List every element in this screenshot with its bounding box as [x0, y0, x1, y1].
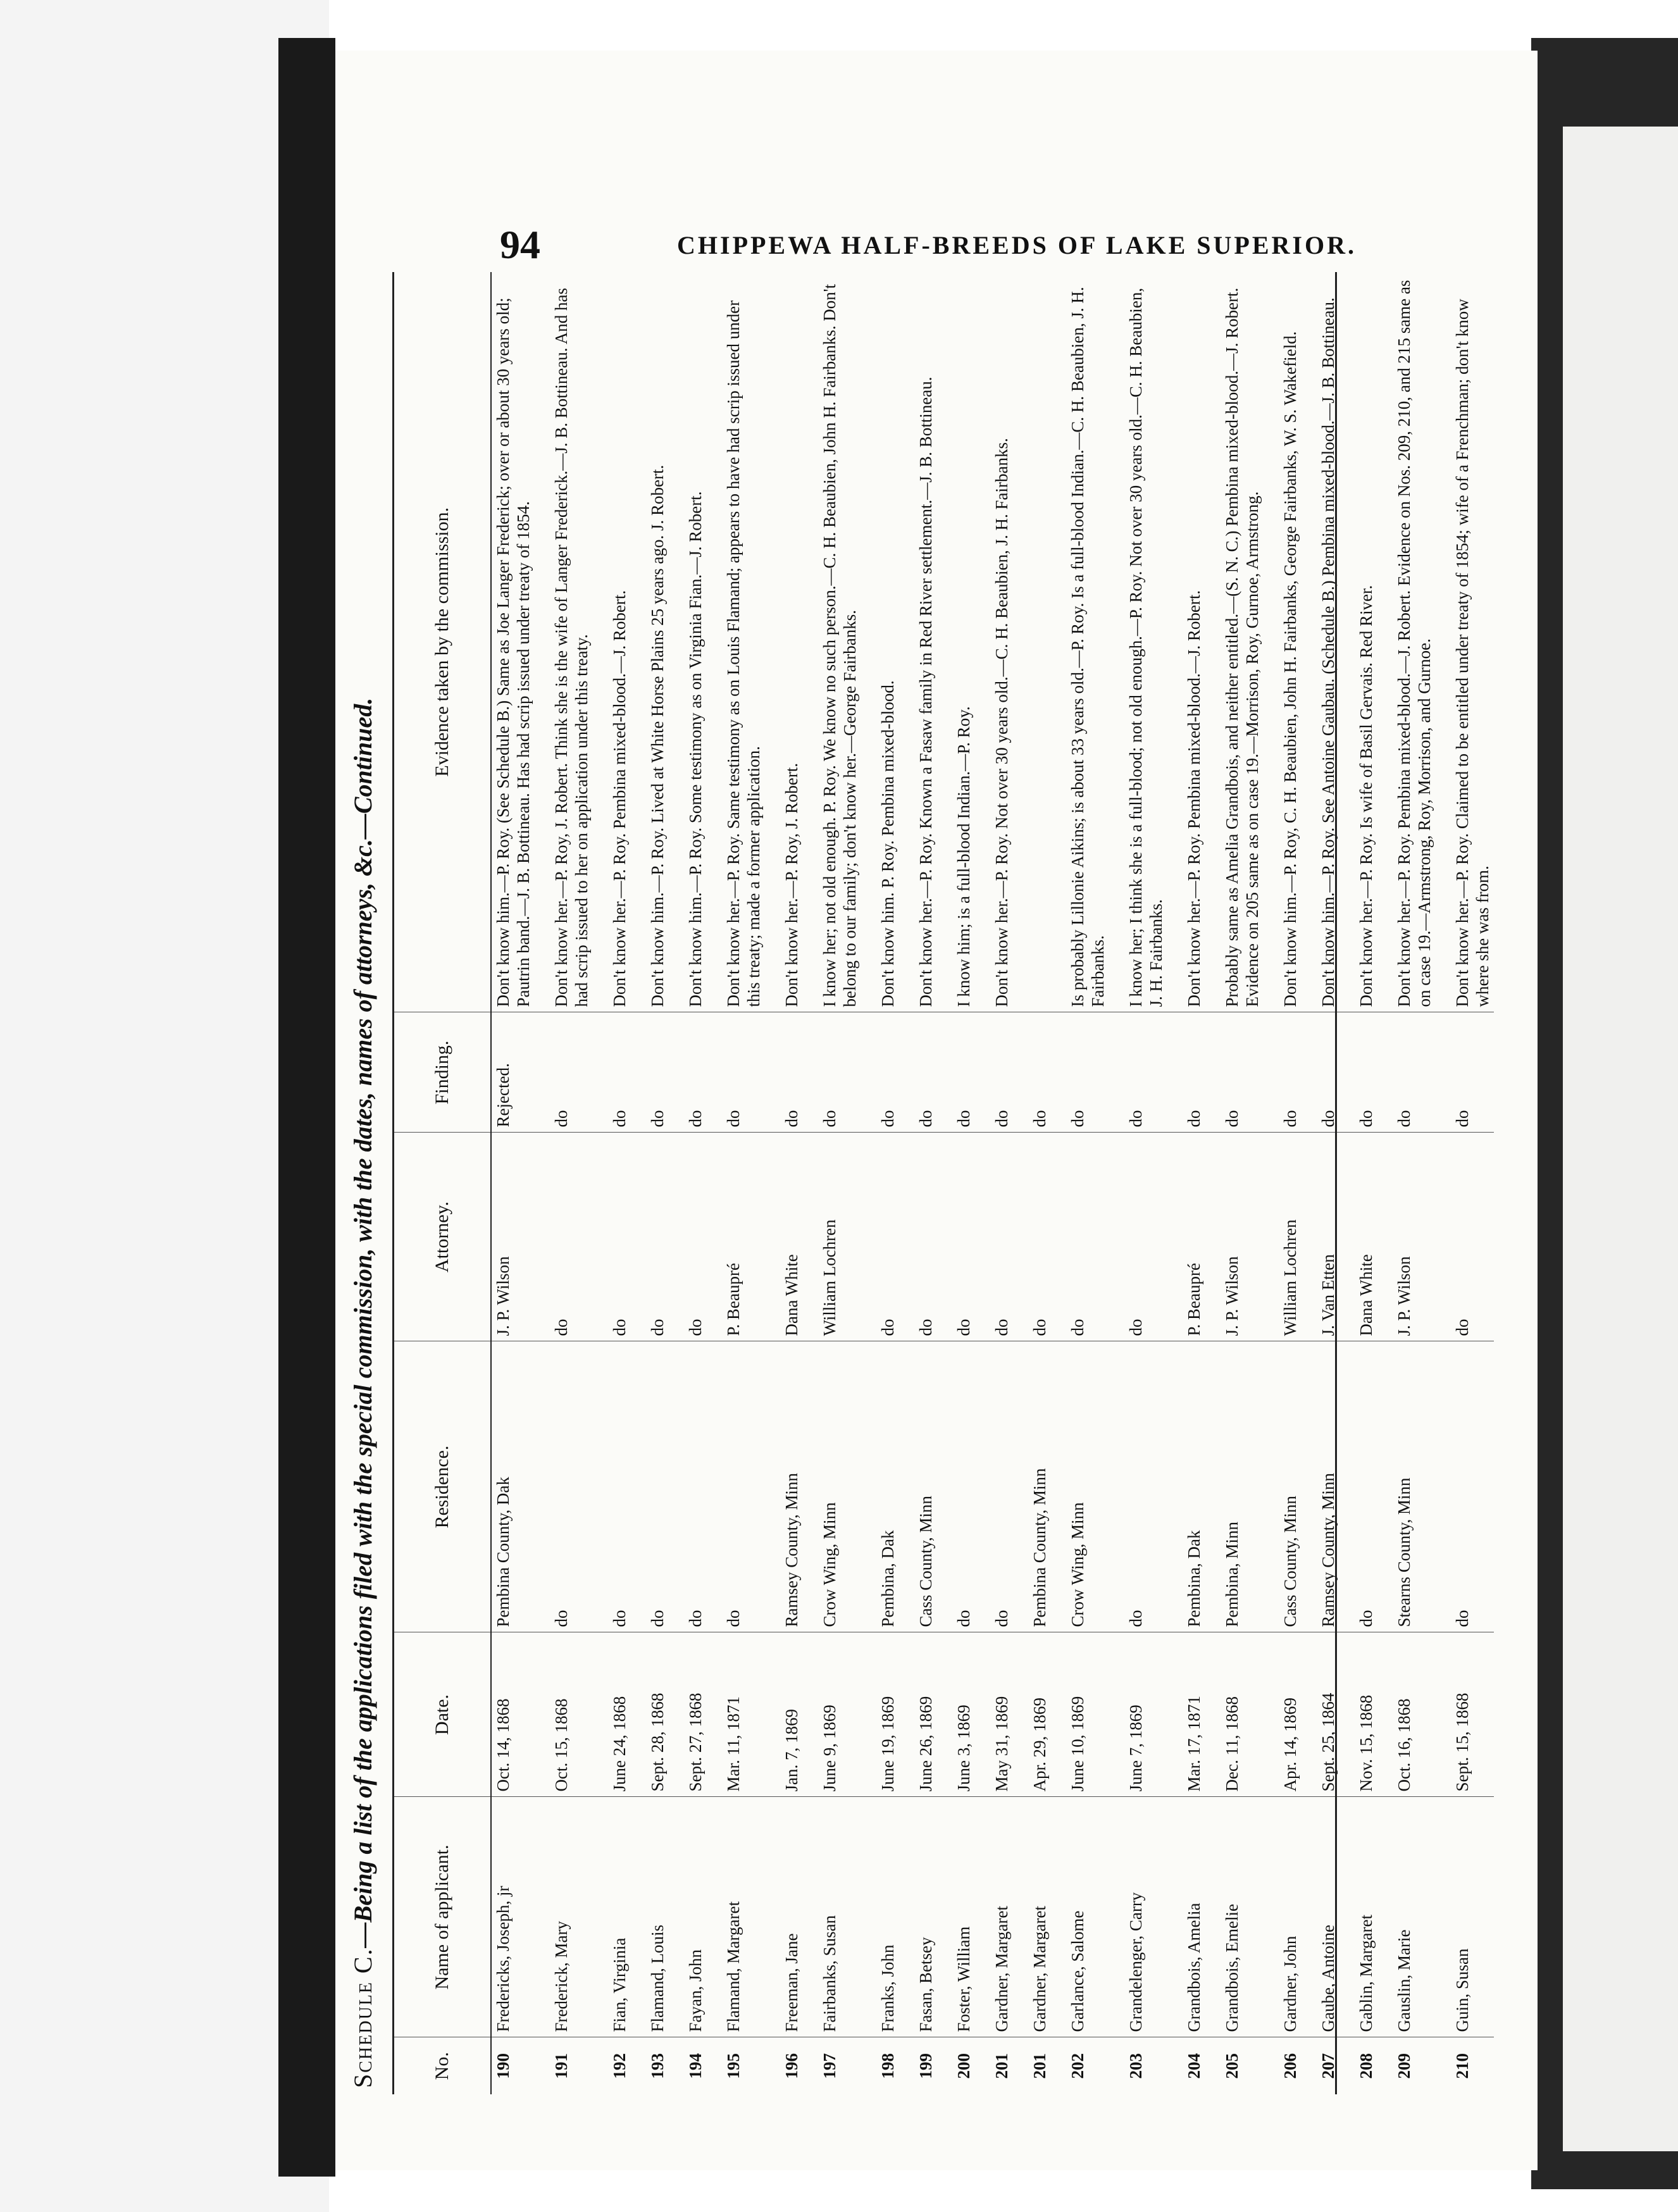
- cell-attorney: do: [535, 1133, 593, 1341]
- cell-name: Flamand, Margaret: [707, 1797, 765, 2037]
- header-name: Name of applicant.: [394, 1797, 492, 2037]
- cell-residence: Pembina, Minn: [1205, 1341, 1264, 1632]
- cell-date: Apr. 29, 1869: [1013, 1632, 1051, 1797]
- table-row: [491, 272, 535, 2094]
- cell-evidence: Don't know her.—P. Roy. Same testimony as on Louis Flamand; appears to have had scrip issued under this treaty; made a former application.: [724, 300, 763, 1007]
- table-row: [1167, 272, 1205, 2094]
- cell-attorney: William Lochren: [803, 1133, 861, 1341]
- cell-date: June 19, 1869: [861, 1632, 899, 1797]
- table-row: [1205, 272, 1264, 2094]
- cell-finding: do: [1339, 1012, 1377, 1133]
- cell-no: 196: [765, 2037, 803, 2094]
- cell-attorney: do: [899, 1133, 937, 1341]
- cell-name: Fayan, John: [669, 1797, 707, 2037]
- cell-finding: do: [707, 1012, 765, 1133]
- cell-no: 201: [975, 2037, 1013, 2094]
- cell-no: 209: [1377, 2037, 1436, 2094]
- cell-no: 191: [535, 2037, 593, 2094]
- cell-residence: do: [1339, 1341, 1377, 1632]
- cell-finding: do: [937, 1012, 975, 1133]
- cell-date: Sept. 15, 1868: [1436, 1632, 1494, 1797]
- cell-residence: Stearns County, Minn: [1377, 1341, 1436, 1632]
- cell-date: Mar. 17, 1871: [1167, 1632, 1205, 1797]
- cell-name: Fasan, Betsey: [899, 1797, 937, 2037]
- cell-residence: do: [631, 1341, 669, 1632]
- cell-name: Grandelenger, Carry: [1109, 1797, 1167, 2037]
- cell-evidence: I know her; not old enough. P. Roy. We know no such person.—C. H. Beaubien, John H. Fairbanks. Don't belong to our family; don't know her.—George Fairbanks.: [820, 283, 859, 1007]
- rotated-schedule: [348, 266, 1492, 2101]
- cell-residence: Pembina County, Dak: [491, 1341, 535, 1632]
- cell-date: Mar. 11, 1871: [707, 1632, 765, 1797]
- book-binding-shadow: [278, 38, 335, 2177]
- table-row: [1339, 272, 1377, 2094]
- cell-residence: do: [1109, 1341, 1167, 1632]
- table-row: [1436, 272, 1494, 2094]
- cell-attorney: do: [1013, 1133, 1051, 1341]
- cell-attorney: P. Beaupré: [1167, 1133, 1205, 1341]
- table-row: [1051, 272, 1109, 2094]
- cell-attorney: do: [631, 1133, 669, 1341]
- cell-finding: Rejected.: [491, 1012, 535, 1133]
- cell-residence: do: [669, 1341, 707, 1632]
- cell-no: 193: [631, 2037, 669, 2094]
- cell-residence: do: [535, 1341, 593, 1632]
- table-row: [669, 272, 707, 2094]
- cell-name: Freeman, Jane: [765, 1797, 803, 2037]
- cell-attorney: J. Van Etten: [1302, 1133, 1339, 1341]
- cell-evidence: Don't know her.—P. Roy, J. Robert. Think she is the wife of Langer Frederick.—J. B. Bottineau. And has had scrip issued to her on application under this treaty.: [552, 288, 591, 1007]
- cell-date: Sept. 28, 1868: [631, 1632, 669, 1797]
- cell-no: 208: [1339, 2037, 1377, 2094]
- cell-attorney: P. Beaupré: [707, 1133, 765, 1341]
- cell-evidence: Don't know him.—P. Roy, C. H. Beaubien, John H. Fairbanks, George Fairbanks, W. S. Wakefield.: [1281, 331, 1300, 1007]
- cell-evidence: Is probably Lillonie Aikins; is about 33 years old.—P. Roy. Is a full-blood Indian.—C. H. Beaubien, J. H. Fairbanks.: [1068, 287, 1107, 1007]
- table-row: [535, 272, 593, 2094]
- table-row: [631, 272, 669, 2094]
- header-date: Date.: [394, 1632, 492, 1797]
- cell-residence: do: [975, 1341, 1013, 1632]
- cell-finding: do: [1302, 1012, 1339, 1133]
- cell-residence: Ramsey County, Minn: [1302, 1341, 1339, 1632]
- cell-evidence: Don't know her.—P. Roy. Pembina mixed-blood.—J. Robert. Evidence on Nos. 209, 210, and 215 same as on case 19.—Armstrong, Roy, Morrison, and Gurnoe.: [1395, 280, 1434, 1007]
- cell-residence: do: [937, 1341, 975, 1632]
- cell-name: Gauslin, Marie: [1377, 1797, 1436, 2037]
- cell-evidence: Probably same as Amelia Grandbois, and neither entitled.—(S. N. C.) Pembina mixed-blood.—J. Robert. Evidence on 205 same as on case 19.—Morrison, Roy, Gurnoe, Armstrong.: [1222, 287, 1262, 1007]
- cell-finding: do: [631, 1012, 669, 1133]
- table-row: [765, 272, 803, 2094]
- cell-finding: do: [1264, 1012, 1302, 1133]
- cell-finding: do: [803, 1012, 861, 1133]
- cell-finding: do: [899, 1012, 937, 1133]
- cell-evidence: Don't know her.—P. Roy. Is wife of Basil Gervais. Red River.: [1357, 585, 1376, 1007]
- cell-no: 210: [1436, 2037, 1494, 2094]
- cell-name: Grandbois, Amelia: [1167, 1797, 1205, 2037]
- page-title: CHIPPEWA HALF-BREEDS OF LAKE SUPERIOR.: [677, 231, 1357, 259]
- cell-residence: Pembina County, Minn: [1013, 1341, 1051, 1632]
- cell-finding: do: [669, 1012, 707, 1133]
- cell-evidence: Don't know him.—P. Roy. See Antoine Gaubau. (Schedule B.) Pembina mixed-blood.—J. B. Bottineau.: [1319, 297, 1338, 1007]
- cell-evidence: Don't know her.—P. Roy. Pembina mixed-blood.—J. Robert.: [1184, 590, 1203, 1007]
- cell-name: Franks, John: [861, 1797, 899, 2037]
- cell-name: Gardner, John: [1264, 1797, 1302, 2037]
- cell-date: June 26, 1869: [899, 1632, 937, 1797]
- cell-no: 205: [1205, 2037, 1264, 2094]
- cell-evidence: Don't know her.—P. Roy. Not over 30 years old.—C. H. Beaubien, J. H. Fairbanks.: [992, 438, 1011, 1007]
- cell-residence: Pembina, Dak: [861, 1341, 899, 1632]
- cell-name: Gardner, Margaret: [975, 1797, 1013, 2037]
- cell-finding: do: [593, 1012, 631, 1133]
- cell-name: Fredericks, Joseph, jr: [491, 1797, 535, 2037]
- cell-date: June 3, 1869: [937, 1632, 975, 1797]
- table-row: [1013, 272, 1051, 2094]
- cell-attorney: J. P. Wilson: [491, 1133, 535, 1341]
- cell-evidence: Don't know him.—P. Roy. Lived at White Horse Plains 25 years ago. J. Robert.: [648, 464, 667, 1007]
- cell-residence: Pembina, Dak: [1167, 1341, 1205, 1632]
- cell-evidence: Don't know her.—P. Roy, J. Robert.: [782, 762, 801, 1007]
- cell-name: Gardner, Margaret: [1013, 1797, 1051, 2037]
- cell-finding: do: [535, 1012, 593, 1133]
- cell-date: Sept. 27, 1868: [669, 1632, 707, 1797]
- table-row: [1109, 272, 1167, 2094]
- cell-attorney: do: [1109, 1133, 1167, 1341]
- cell-name: Frederick, Mary: [535, 1797, 593, 2037]
- cell-attorney: J. P. Wilson: [1205, 1133, 1264, 1341]
- cell-date: June 10, 1869: [1051, 1632, 1109, 1797]
- cell-residence: do: [593, 1341, 631, 1632]
- cell-finding: do: [1205, 1012, 1264, 1133]
- cell-name: Gablin, Margaret: [1339, 1797, 1377, 2037]
- cell-attorney: Dana White: [765, 1133, 803, 1341]
- cell-name: Grandbois, Emelie: [1205, 1797, 1264, 2037]
- cell-finding: do: [765, 1012, 803, 1133]
- cell-no: 192: [593, 2037, 631, 2094]
- header-evidence: Evidence taken by the commission.: [394, 272, 492, 1012]
- cell-date: Oct. 15, 1868: [535, 1632, 593, 1797]
- cell-evidence: Don't know him.—P. Roy. Some testimony as on Virginia Fian.—J. Robert.: [686, 491, 705, 1007]
- cell-residence: Ramsey County, Minn: [765, 1341, 803, 1632]
- cell-evidence: Don't know her.—P. Roy. Claimed to be entitled under treaty of 1854; wife of a Frenchman; don't know where she was from.: [1453, 299, 1492, 1007]
- cell-date: Oct. 14, 1868: [491, 1632, 535, 1797]
- cell-date: Dec. 11, 1868: [1205, 1632, 1264, 1797]
- cell-evidence: Don't know her.—P. Roy. Known a Fasaw family in Red River settlement.—J. B. Bottineau.: [916, 376, 935, 1007]
- schedule-title: [348, 278, 378, 2088]
- header-no: No.: [394, 2037, 492, 2094]
- cell-evidence: I know her; I think she is a full-blood; not old enough.—P. Roy. Not over 30 years old.—C. H. Beaubien, J. H. Fairbanks.: [1126, 287, 1165, 1007]
- table-row: [593, 272, 631, 2094]
- table-header-row: [394, 272, 492, 2094]
- cell-residence: do: [1436, 1341, 1494, 1632]
- cell-no: 207: [1302, 2037, 1339, 2094]
- cell-no: 197: [803, 2037, 861, 2094]
- cell-attorney: J. P. Wilson: [1377, 1133, 1436, 1341]
- cell-evidence: Don't know her.—P. Roy. Pembina mixed-blood.—J. Robert.: [610, 590, 629, 1007]
- cell-name: Guin, Susan: [1436, 1797, 1494, 2037]
- cell-evidence: I know him; is a full-blood Indian.—P. Roy.: [954, 706, 973, 1007]
- cell-evidence: [1013, 272, 1051, 1012]
- cell-attorney: do: [593, 1133, 631, 1341]
- cell-no: 204: [1167, 2037, 1205, 2094]
- cell-no: 201: [1013, 2037, 1051, 2094]
- header-finding: Finding.: [394, 1012, 492, 1133]
- cell-attorney: do: [1436, 1133, 1494, 1341]
- cell-no: 206: [1264, 2037, 1302, 2094]
- schedule-label: Schedule C.: [349, 1948, 377, 2088]
- cell-date: Sept. 25, 1864: [1302, 1632, 1339, 1797]
- cell-attorney: do: [975, 1133, 1013, 1341]
- cell-no: 194: [669, 2037, 707, 2094]
- page-number: 94: [500, 222, 540, 267]
- cell-date: Jan. 7, 1869: [765, 1632, 803, 1797]
- table-bottom-rule: [1335, 272, 1337, 2094]
- cell-attorney: William Lochren: [1264, 1133, 1302, 1341]
- table-row: [1302, 272, 1339, 2094]
- cell-finding: do: [1377, 1012, 1436, 1133]
- table-row: [899, 272, 937, 2094]
- table-row: [803, 272, 861, 2094]
- table-row: [861, 272, 899, 2094]
- table-row: [1264, 272, 1302, 2094]
- cell-residence: Cass County, Minn: [899, 1341, 937, 1632]
- cell-attorney: do: [1051, 1133, 1109, 1341]
- applications-table: [392, 272, 1494, 2094]
- cell-no: 200: [937, 2037, 975, 2094]
- cell-residence: Crow Wing, Minn: [1051, 1341, 1109, 1632]
- cell-date: June 7, 1869: [1109, 1632, 1167, 1797]
- cell-finding: do: [1436, 1012, 1494, 1133]
- cell-name: Gaube, Antoine: [1302, 1797, 1339, 2037]
- cell-no: 202: [1051, 2037, 1109, 2094]
- header-residence: Residence.: [394, 1341, 492, 1632]
- cell-date: June 9, 1869: [803, 1632, 861, 1797]
- cell-date: Nov. 15, 1868: [1339, 1632, 1377, 1797]
- schedule-description: —Being a list of the applications filed with the special commission, with the dates, names of attorneys, &c.—Continued.: [349, 697, 377, 1948]
- cell-no: 198: [861, 2037, 899, 2094]
- facing-page-fragment: [1563, 127, 1678, 2151]
- cell-no: 203: [1109, 2037, 1167, 2094]
- cell-attorney: do: [669, 1133, 707, 1341]
- cell-attorney: do: [861, 1133, 899, 1341]
- cell-finding: do: [1013, 1012, 1051, 1133]
- cell-name: Garlance, Salome: [1051, 1797, 1109, 2037]
- cell-finding: do: [861, 1012, 899, 1133]
- cell-evidence: Don't know him.—P. Roy. (See Schedule B.) Same as Joe Langer Frederick; over or about 30 years old; Pautrin band.—J. B. Bottineau. Has had scrip issued under treaty of 1854.: [494, 297, 533, 1007]
- cell-evidence: Don't know him. P. Roy. Pembina mixed-blood.: [878, 680, 897, 1007]
- cell-residence: Crow Wing, Minn: [803, 1341, 861, 1632]
- cell-attorney: Dana White: [1339, 1133, 1377, 1341]
- cell-attorney: do: [937, 1133, 975, 1341]
- cell-name: Flamand, Louis: [631, 1797, 669, 2037]
- cell-finding: do: [1109, 1012, 1167, 1133]
- cell-date: Apr. 14, 1869: [1264, 1632, 1302, 1797]
- header-attorney: Attorney.: [394, 1133, 492, 1341]
- cell-residence: do: [707, 1341, 765, 1632]
- document-page: [335, 51, 1538, 2170]
- cell-residence: Cass County, Minn: [1264, 1341, 1302, 1632]
- cell-finding: do: [975, 1012, 1013, 1133]
- cell-date: June 24, 1868: [593, 1632, 631, 1797]
- cell-no: 195: [707, 2037, 765, 2094]
- table-row: [975, 272, 1013, 2094]
- cell-name: Fairbanks, Susan: [803, 1797, 861, 2037]
- cell-name: Fian, Virginia: [593, 1797, 631, 2037]
- cell-no: 199: [899, 2037, 937, 2094]
- cell-name: Foster, William: [937, 1797, 975, 2037]
- table-row: [1377, 272, 1436, 2094]
- table-row: [937, 272, 975, 2094]
- cell-date: Oct. 16, 1868: [1377, 1632, 1436, 1797]
- cell-date: May 31, 1869: [975, 1632, 1013, 1797]
- cell-finding: do: [1051, 1012, 1109, 1133]
- cell-no: 190: [491, 2037, 535, 2094]
- table-row: [707, 272, 765, 2094]
- cell-finding: do: [1167, 1012, 1205, 1133]
